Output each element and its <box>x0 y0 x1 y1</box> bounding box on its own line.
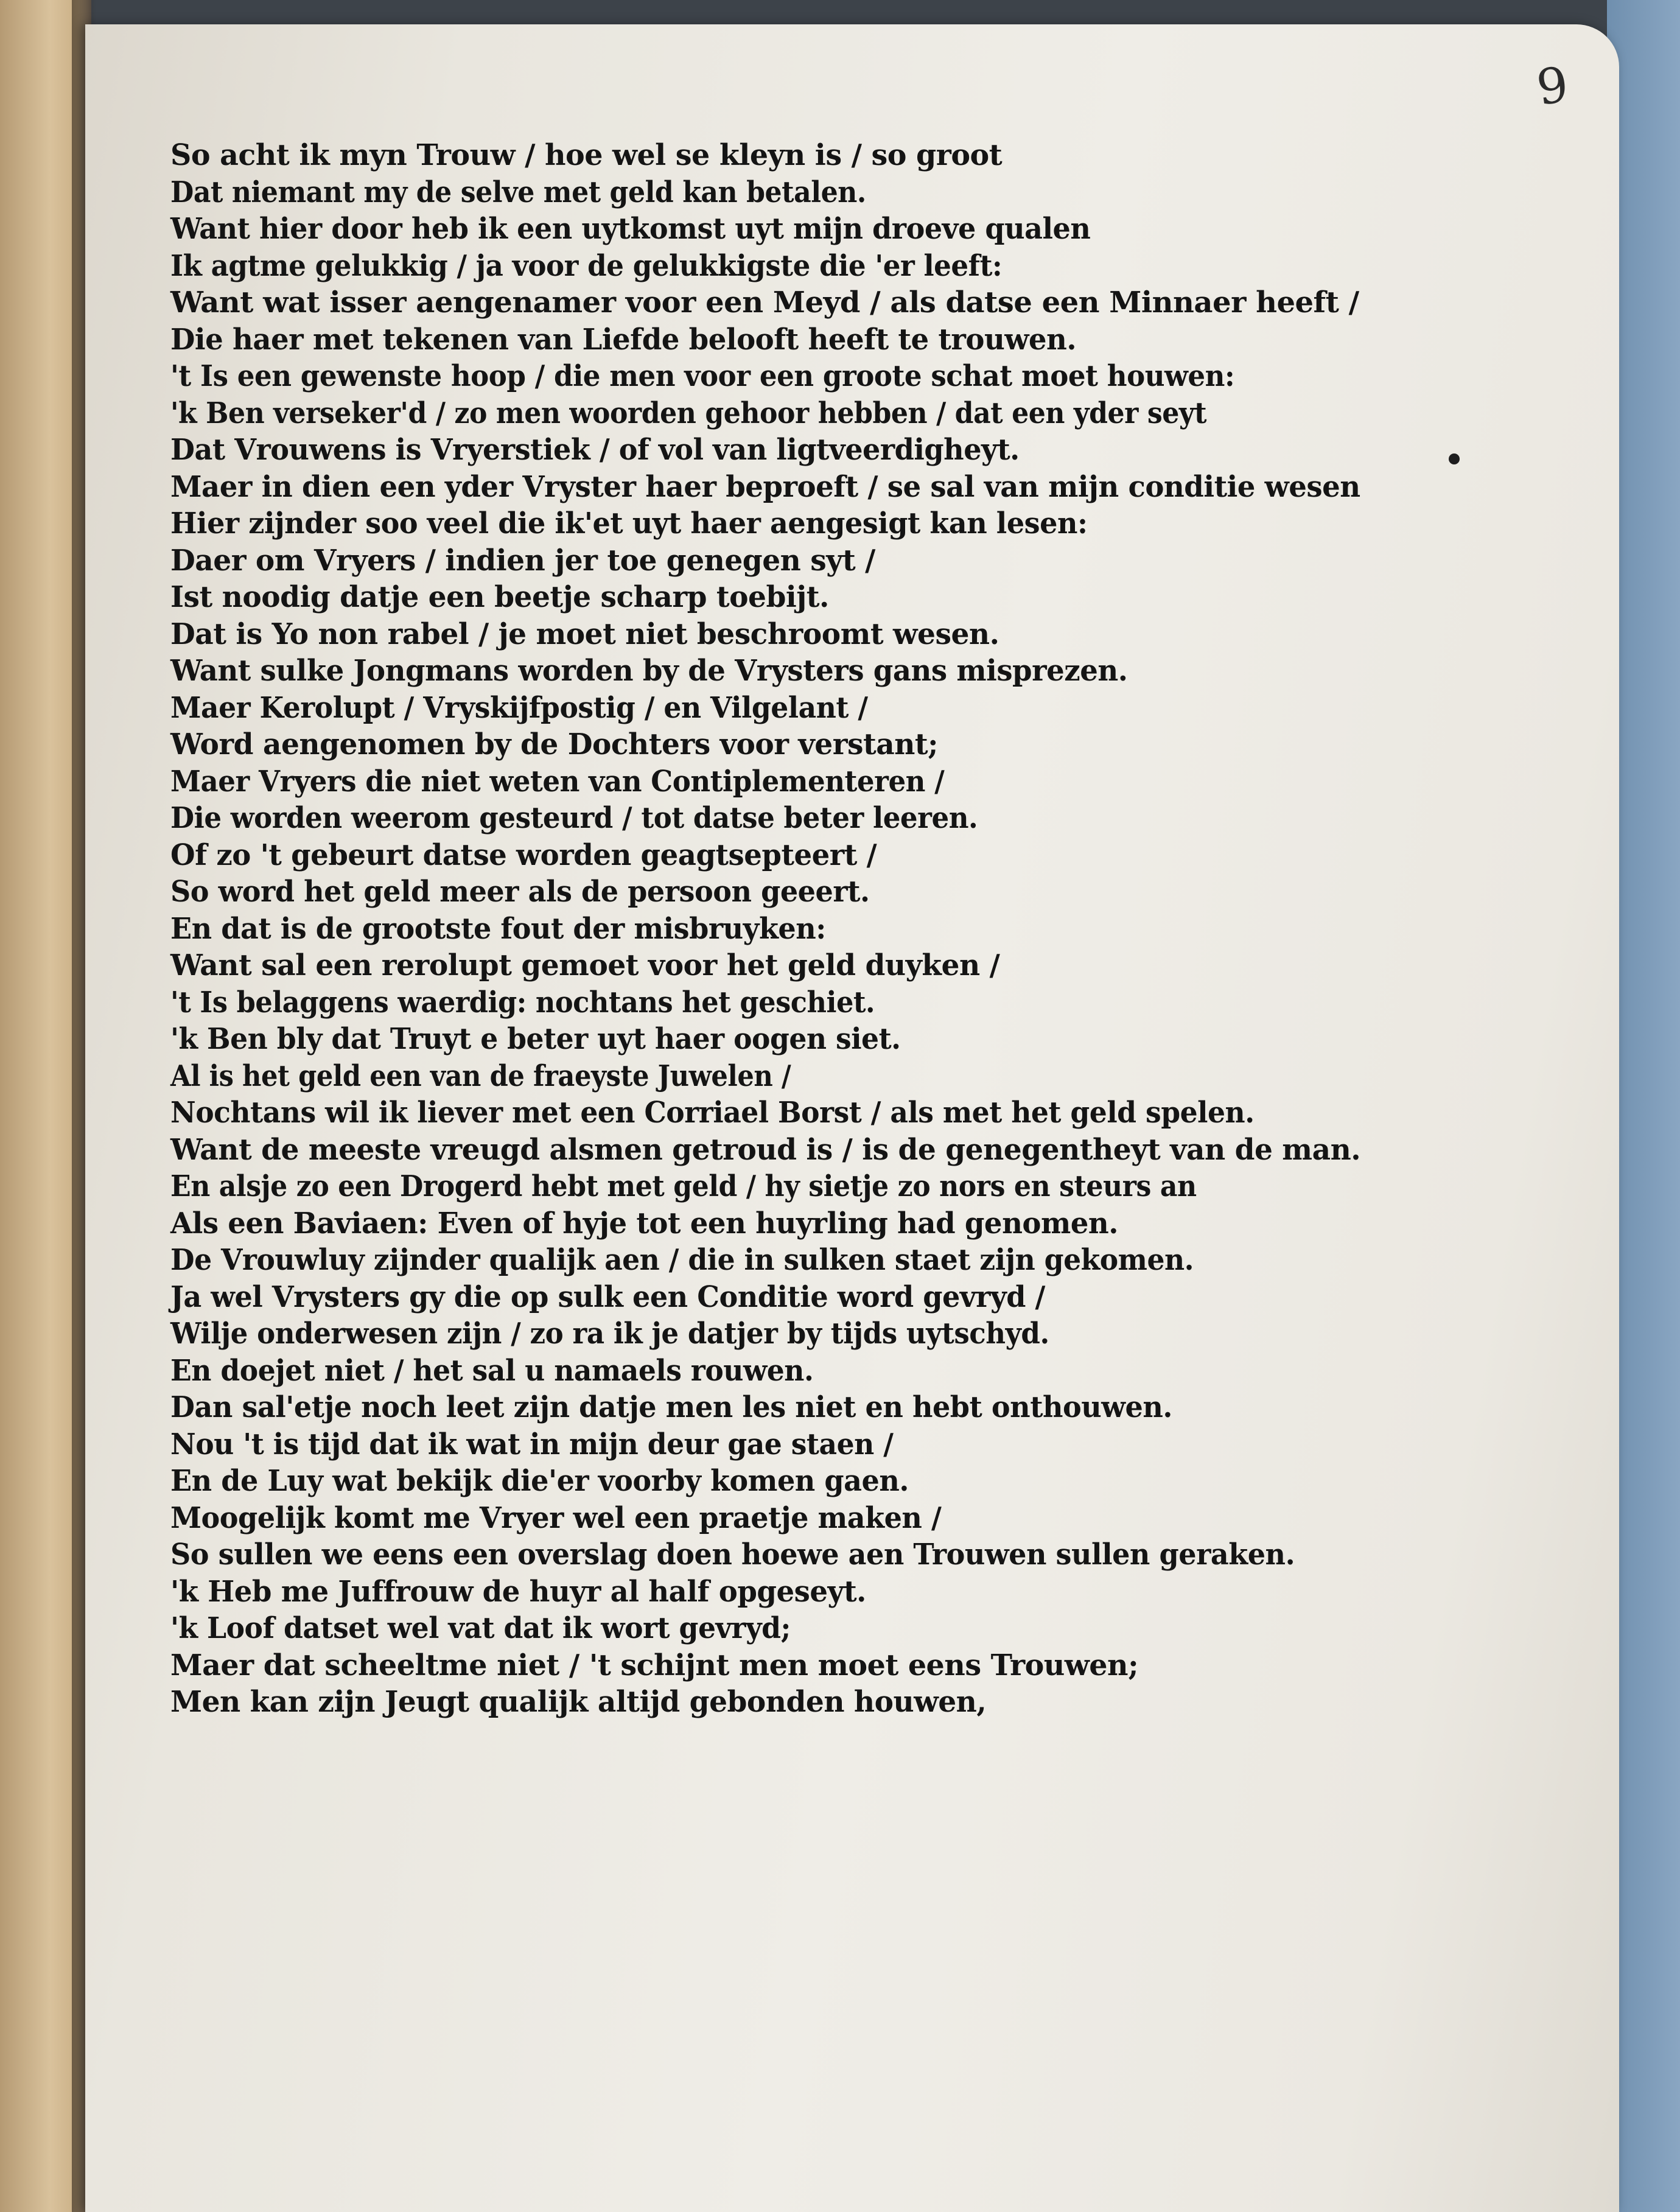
verse-line: Ist noodig datje een beetje scharp toebijt. <box>170 580 829 614</box>
verse-line: Daer om Vryers / indien jer toe genegen syt / <box>170 543 875 578</box>
verse-line: En doejet niet / het sal u namaels rouwen. <box>170 1353 814 1388</box>
verse-line: Dan sal'etje noch leet zijn datje men les niet en hebt onthouwen. <box>170 1390 1172 1424</box>
ink-blot <box>1449 453 1460 464</box>
verse-line: Maer Vryers die niet weten van Contiplementeren / <box>170 764 945 799</box>
verse-line: Of zo 't gebeurt datse worden geagtsepteert / <box>170 838 877 872</box>
verse-line: 't Is belaggens waerdig: nochtans het geschiet. <box>170 985 875 1020</box>
verse-line: Ja wel Vrysters gy die op sulk een Conditie word gevryd / <box>170 1279 1045 1314</box>
verse-line: 'k Loof datset wel vat dat ik wort gevryd; <box>170 1611 791 1645</box>
verse-line: 'k Ben bly dat Truyt e beter uyt haer oogen siet. <box>170 1022 901 1056</box>
verse-line: Maer dat scheeltme niet / 't schijnt men moet eens Trouwen; <box>170 1648 1139 1682</box>
verse-line: Want de meeste vreugd alsmen getroud is / is de genegentheyt van de man. <box>170 1132 1361 1167</box>
verse-line: Die haer met tekenen van Liefde belooft heeft te trouwen. <box>170 322 1077 357</box>
verse-line: Want hier door heb ik een uytkomst uyt mijn droeve qualen <box>170 212 1091 246</box>
verse-text-block <box>170 137 1449 1721</box>
verse-line: Want sulke Jongmans worden by de Vrysters gans misprezen. <box>170 654 1128 688</box>
verse-line: So acht ik myn Trouw / hoe wel se kleyn is / so groot <box>170 138 1003 172</box>
verse-line: En alsje zo een Drogerd hebt met geld / hy sietje zo nors en steurs an <box>170 1169 1197 1203</box>
verse-line: Nou 't is tijd dat ik wat in mijn deur gae staen / <box>170 1427 894 1461</box>
verse-line: Die worden weerom gesteurd / tot datse beter leeren. <box>170 801 978 835</box>
verse-line: 'k Heb me Juffrouw de huyr al half opgeseyt. <box>170 1574 866 1609</box>
verse-line: Nochtans wil ik liever met een Corriael Borst / als met het geld spelen. <box>170 1096 1255 1130</box>
verse-line: Dat Vrouwens is Vryerstiek / of vol van ligtveerdigheyt. <box>170 433 1020 467</box>
verse-line: Moogelijk komt me Vryer wel een praetje maken / <box>170 1500 942 1535</box>
verse-line: Ik agtme gelukkig / ja voor de gelukkigste die 'er leeft: <box>170 248 1003 283</box>
verse-line: Al is het geld een van de fraeyste Juwelen / <box>170 1059 791 1093</box>
verse-line: 'k Ben verseker'd / zo men woorden gehoor hebben / dat een yder seyt <box>170 396 1207 430</box>
verse-line: Dat niemant my de selve met geld kan betalen. <box>170 175 866 209</box>
verse-line: Maer Kerolupt / Vryskijfpostig / en Vilgelant / <box>170 690 868 725</box>
verse-line: Hier zijnder soo veel die ik'et uyt haer aengesigt kan lesen: <box>170 506 1088 541</box>
verse-line: De Vrouwluy zijnder qualijk aen / die in sulken staet zijn gekomen. <box>170 1243 1194 1277</box>
verse-line: So word het geld meer als de persoon geeert. <box>170 875 870 909</box>
verse-line: Dat is Yo non rabel / je moet niet beschroomt wesen. <box>170 617 999 651</box>
verse-line: En dat is de grootste fout der misbruyken: <box>170 911 826 946</box>
verse-line: Word aengenomen by de Dochters voor verstant; <box>170 727 939 761</box>
verse-line: Wilje onderwesen zijn / zo ra ik je datjer by tijds uytschyd. <box>170 1317 1049 1351</box>
page-number: 9 <box>1533 55 1572 117</box>
verse-line: En de Luy wat bekijk die'er voorby komen gaen. <box>170 1464 909 1498</box>
verse-line: Want wat isser aengenamer voor een Meyd / als datse een Minnaer heeft / <box>170 285 1359 320</box>
verse-line: Want sal een rerolupt gemoet voor het geld duyken / <box>170 948 1000 982</box>
verse-line: Maer in dien een yder Vryster haer beproeft / se sal van mijn conditie wesen <box>170 469 1360 504</box>
verse-line: Men kan zijn Jeugt qualijk altijd gebonden houwen, <box>170 1685 987 1719</box>
verse-line: Als een Baviaen: Even of hyje tot een huyrling had genomen. <box>170 1206 1119 1241</box>
verse-line: So sullen we eens een overslag doen hoewe aen Trouwen sullen geraken. <box>170 1538 1295 1572</box>
verse-line: 't Is een gewenste hoop / die men voor een groote schat moet houwen: <box>170 359 1235 393</box>
